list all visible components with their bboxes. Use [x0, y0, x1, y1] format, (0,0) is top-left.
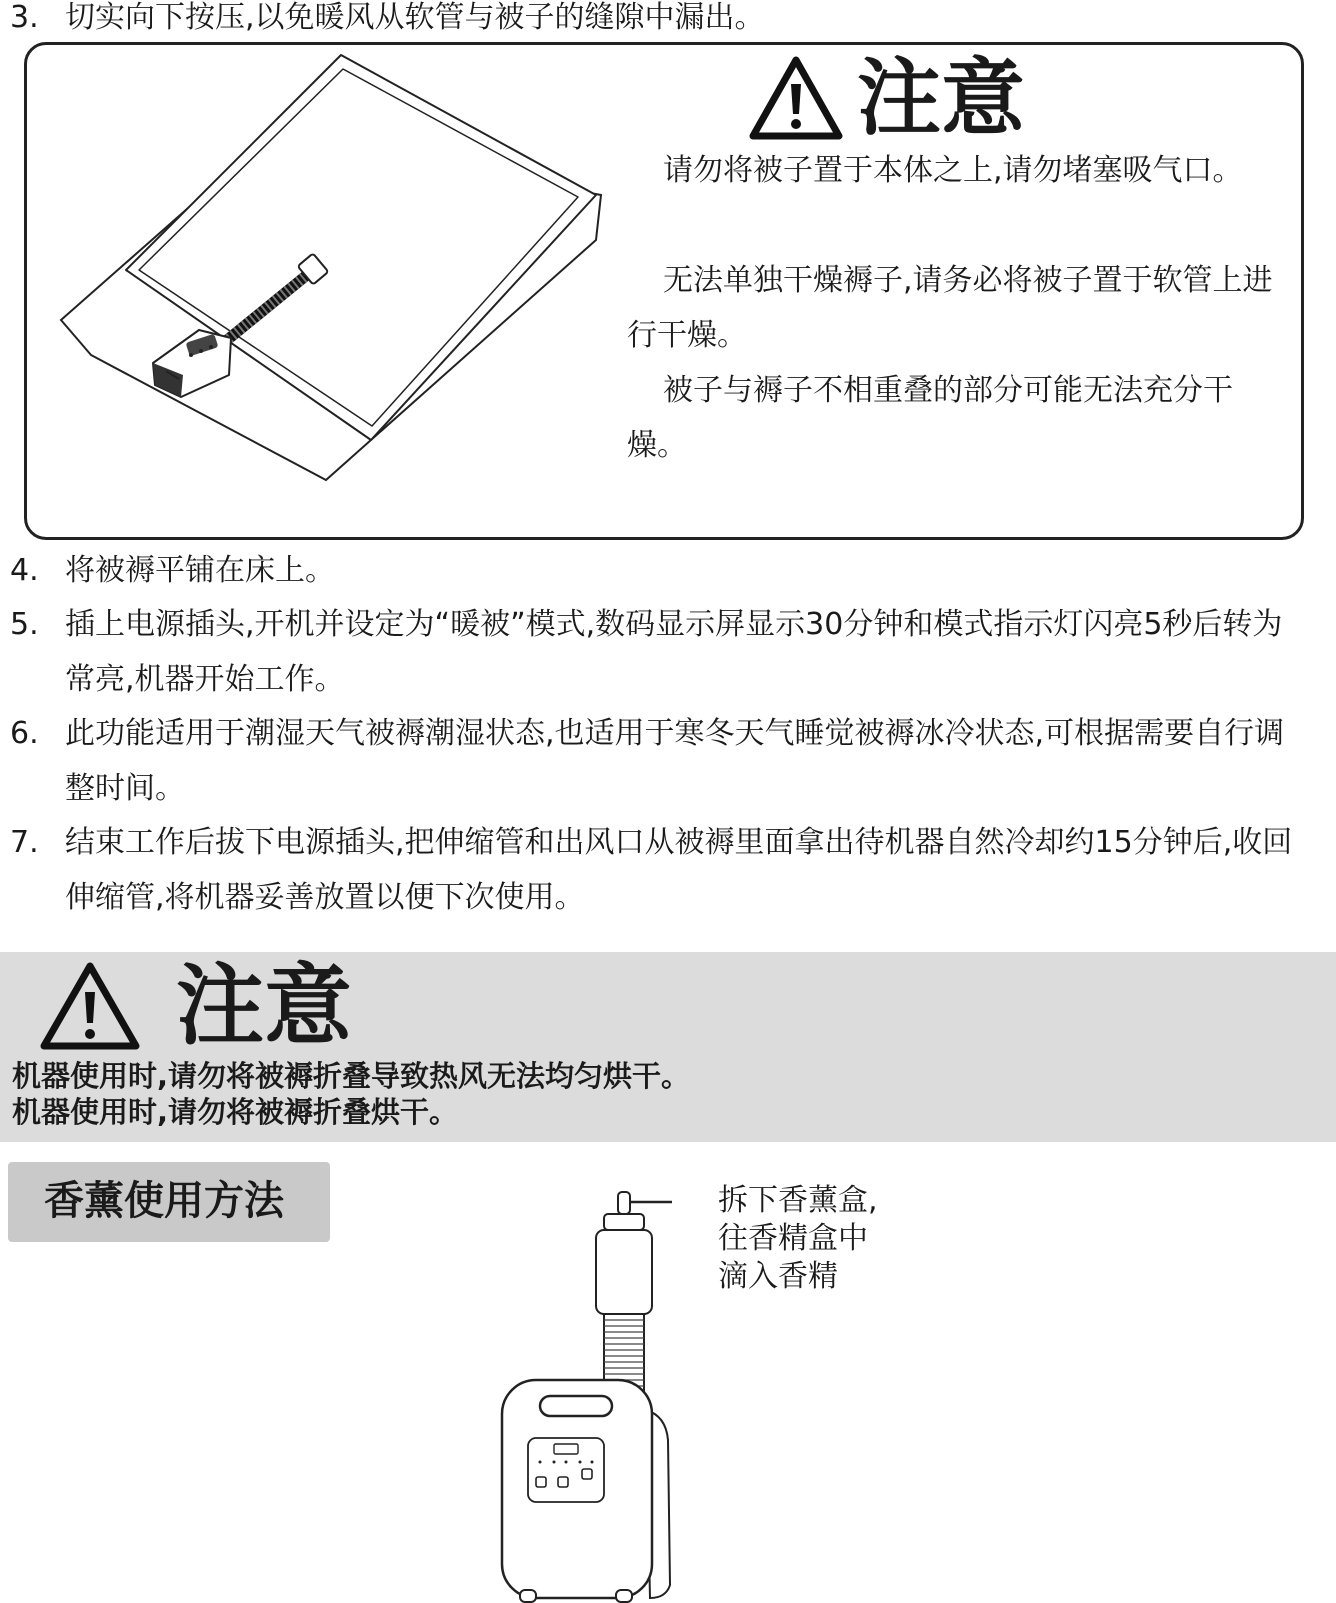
- warning-triangle-icon: [38, 960, 142, 1052]
- step-number: 5.: [10, 607, 39, 642]
- caution-paragraph-2: 无法单独干燥褥子,请务必将被子置于软管上进行干燥。: [627, 263, 1273, 353]
- aroma-section-tab: [8, 1162, 330, 1242]
- step-3: [10, 0, 1310, 45]
- caution-heading: [747, 49, 1026, 147]
- caution-title: 注意: [857, 49, 1026, 147]
- caution-box: [24, 42, 1304, 540]
- step-text: 切实向下按压,以免暖风从软管与被子的缝隙中漏出。: [65, 0, 765, 35]
- aroma-section-title: 香薰使用方法: [44, 1178, 284, 1224]
- step-text: 插上电源插头,开机并设定为“暖被”模式,数码显示屏显示30分钟和模式指示灯闪亮5秒后转为常亮,机器开始工作。: [65, 607, 1283, 697]
- step-5: [10, 597, 1310, 707]
- notice-line-2: 机器使用时,请勿将被褥折叠烘干。: [12, 1095, 459, 1129]
- step-text: 此功能适用于潮湿天气被褥潮湿状态,也适用于寒冬天气睡觉被褥冰冷状态,可根据需要自行调整时间。: [65, 716, 1285, 806]
- notice-panel: [0, 952, 1336, 1142]
- aroma-callout-line-3: 滴入香精: [718, 1259, 838, 1294]
- step-7: [10, 815, 1310, 925]
- step-text: 结束工作后拔下电源插头,把伸缩管和出风口从被褥里面拿出待机器自然冷却约15分钟后,收回伸缩管,将机器妥善放置以便下次使用。: [65, 825, 1293, 915]
- step-4: [10, 543, 1310, 598]
- caution-paragraph-1: 请勿将被子置于本体之上,请勿堵塞吸气口。: [663, 153, 1243, 188]
- aroma-callout-line-1: 拆下香薰盒,: [718, 1183, 878, 1218]
- step-number: 6.: [10, 716, 39, 751]
- step-number: 4.: [10, 553, 39, 588]
- step-text: 将被褥平铺在床上。: [65, 553, 335, 588]
- quilt-dryer-bed-illustration: [41, 45, 631, 515]
- quilt-dryer-with-aroma-box-illustration: [500, 1180, 690, 1603]
- notice-line-1: 机器使用时,请勿将被褥折叠导致热风无法均匀烘干。: [12, 1059, 691, 1093]
- warning-triangle-icon: [747, 54, 845, 142]
- step-6: [10, 706, 1310, 816]
- step-number: 7.: [10, 825, 39, 860]
- aroma-callout-line-2: 往香精盒中: [718, 1221, 868, 1256]
- notice-heading: [38, 954, 353, 1057]
- notice-title: 注意: [176, 954, 353, 1057]
- caution-paragraph-3: 被子与褥子不相重叠的部分可能无法充分干燥。: [627, 373, 1233, 463]
- step-number: 3.: [10, 0, 39, 35]
